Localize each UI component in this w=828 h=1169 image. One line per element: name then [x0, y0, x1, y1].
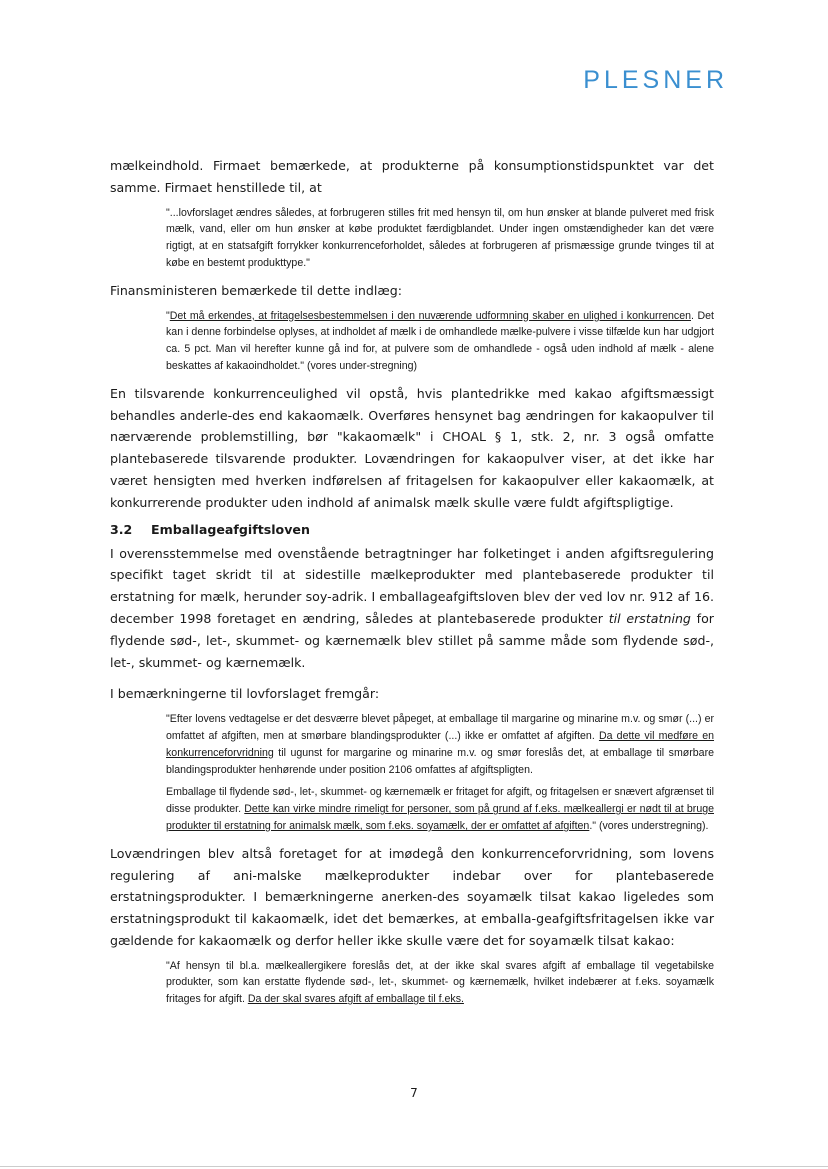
- paragraph-text: for flydende sød-, let-, skummet- og kærnemælk blev stillet på samme måde som flydende sød-, let-, skummet- og kærnemælk.: [110, 610, 714, 670]
- quote-text: [166, 711, 714, 778]
- underlined-text: Det må erkendes, at fritagelsesbestemmelsen i den nuværende udformning skaber en ulighed i konkurrencen: [169, 309, 691, 322]
- quote-part: ." (vores understregning).: [589, 819, 709, 832]
- quote-open: ": [166, 309, 170, 322]
- paragraph: En tilsvarende konkurrenceulighed vil opstå, hvis plantedrikke med kakao afgiftsmæssigt behandles anderle-des end kakaomælk. Overføres hensynet bag ændringen for kakaopulver til nærværende problemstilling, bør "kakaomælk" i CHOAL § 1, stk. 2, nr. 3 også omfatte plantebaserede tilsvarende produkter. Lovændringen for kakaopulver viser, at det ikke har været hensigten med hverken indførelsen af fritagelsen for kakaopulver eller kakaomælk, at konkurrerende produkter uden indhold af animalsk mælk skulle være fuldt afgiftspligtige.: [110, 385, 714, 510]
- quote-part: Emballage til flydende sød-, let-, skummet- og kærnemælk er fritaget for afgift, og fritagelsen er snævert afgrænset til disse produkter.: [166, 786, 714, 816]
- block-quote: [166, 711, 714, 835]
- underlined-text: Dette kan virke mindre rimeligt for personer, som på grund af f.eks. mælkeallergi er nødt til at bruge produkter til erstatning for animalsk mælk, som f.eks. soyamælk, der er omfattet af afgiften: [166, 803, 714, 832]
- section-title: Emballageafgiftsloven: [151, 521, 310, 537]
- section-heading: [110, 522, 714, 537]
- quote-part: til ugunst for margarine og minarine m.v. og smør foreslås det, at emballage til smørbare blandingsprodukter henhørende under position 2106 omfattes af afgiftspligten.: [166, 746, 714, 776]
- quote-text: [166, 308, 714, 375]
- quote-rest: . Det kan i denne forbindelse oplyses, at indholdet af mælk i de omhandlede mælke-pulvere i visse tilfælde kun har udgjort ca. 5 pct. Man vil herefter kunne gå ind for, at pulvere som de omhandlede - også uden indhold af mælk - alene beskattes af kakaoindholdet." (vores under-stregning): [166, 309, 714, 372]
- quote-text: [166, 784, 714, 834]
- paragraph: mælkeindhold. Firmaet bemærkede, at produkterne på konsumptionstidspunktet var det samme. Firmaet henstillede til, at: [110, 158, 714, 195]
- underlined-text: Da dette vil medføre en konkurrenceforvridning: [166, 729, 715, 759]
- page-content: [110, 155, 714, 1016]
- block-quote: [166, 308, 714, 375]
- paragraph: Finansministeren bemærkede til dette indlæg:: [110, 282, 402, 298]
- plesner-logo: PLESNER: [583, 66, 728, 94]
- block-quote: [166, 205, 714, 272]
- quote-text: [166, 958, 714, 1008]
- underlined-text: Da der skal svares afgift af emballage til f.eks.: [247, 993, 464, 1006]
- paragraph-text: I overensstemmelse med ovenstående betragtninger har folketinget i anden afgiftsregulering specifikt taget skridt til at sidestille mælkeprodukter med plantebaserede produkter til erstatning for mælk, herunder soy-adrik. I emballageafgiftsloven blev der ved lov nr. 912 af 16. december 1998 foretaget en ændring, således at plantebaserede produkter: [110, 545, 714, 626]
- paragraph: [110, 543, 714, 674]
- paragraph: Lovændringen blev altså foretaget for at imødegå den konkurrenceforvridning, som lovens regulering af ani-malske mælkeprodukter indebar over for plantebaserede erstatningsprodukter. I bemærkningerne anerken-des soyamælk tilsat kakao ligeledes som erstatningsprodukt til kakaomælk, idet det bemærkes, at emballa-geafgiftsfritagelsen ikke var gældende for kakaomælk og derfor heller ikke skulle være det for soyamælk tilsat kakao:: [110, 845, 714, 948]
- paragraph: I bemærkningerne til lovforslaget fremgår:: [110, 686, 380, 702]
- quote-part: "Af hensyn til bl.a. mælkeallergikere foreslås det, at der ikke skal svares afgift af emballage til vegetabilske produkter, som kan erstatte flydende sød-, let-, skummet- og kærnemælk, hvilket indebærer at f.eks. soyamælk fritages for afgift.: [166, 959, 714, 1006]
- quote-text: "...lovforslaget ændres således, at forbrugeren stilles frit med hensyn til, om hun ønsker at blande pulveret med frisk mælk, vand, eller om hun ønsker at købe produktet færdigblandet. Under ingen omstændigheder kan det være rigtigt, at en statsafgift forrykker konkurrenceforholdet, således at forbrugeren af prismæssige grunde tvinges til at købe en bestemt produkttype.": [166, 206, 714, 269]
- block-quote: [166, 958, 714, 1008]
- section-number: 3.2: [110, 521, 133, 537]
- quote-part: "Efter lovens vedtagelse er det desværre blevet påpeget, at emballage til margarine og minarine m.v. og smør (...) er omfattet af afgiften, men at smørbare blandingsprodukter (...) ikke er omfattet af afgiften.: [166, 713, 714, 742]
- italic-text: til erstatning: [608, 610, 691, 626]
- page-edge-divider: [0, 1166, 828, 1167]
- page-number: 7: [410, 1086, 418, 1100]
